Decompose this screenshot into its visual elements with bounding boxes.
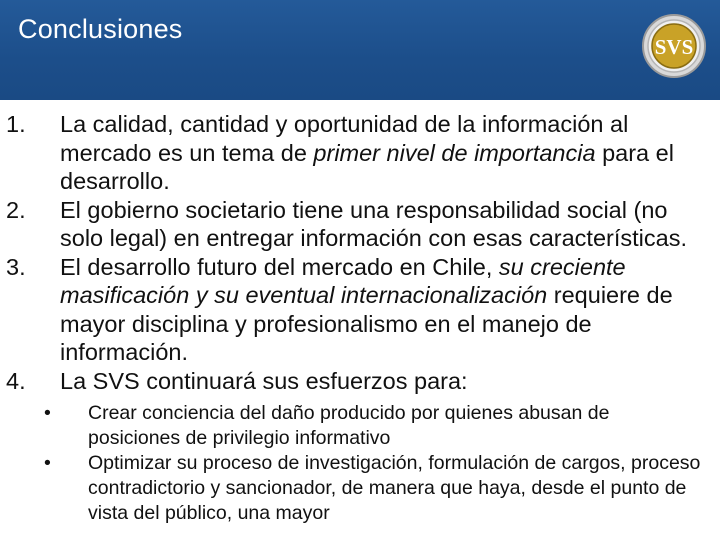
svs-logo-text: SVS: [654, 35, 694, 59]
item-text-part: requiere de mayor disciplina y profesionalismo en el manejo de información.: [60, 282, 673, 365]
bullet-icon: •: [44, 402, 51, 424]
item-text-part: para el desarrollo.: [60, 139, 674, 194]
numbered-item-1: [0, 110, 710, 196]
numbered-item-4: [0, 367, 710, 396]
numbered-item-2: [0, 196, 710, 253]
sub-bullet-text: Crear conciencia del daño producido por quienes abusan de posiciones de privilegio informativo: [88, 402, 610, 449]
item-text-emphasis: su creciente masificación y su eventual internacionalización: [60, 253, 626, 308]
slide-title: Conclusiones: [18, 14, 183, 44]
sub-bullet-item: [0, 401, 703, 451]
item-number: 2.: [6, 196, 26, 223]
item-text-part: La calidad, cantidad y oportunidad de la información al mercado es un tema de: [60, 111, 629, 166]
title-bar: [0, 0, 720, 100]
sub-bullet-text: Optimizar su proceso de investigación, formulación de cargos, proceso contradictorio y sancionador, de manera que haya, desde el punto de vista del público, una mayor: [88, 452, 701, 524]
item-number: 3.: [6, 253, 26, 280]
sub-bullet-item: [0, 451, 703, 526]
numbered-item-3: [0, 253, 710, 367]
item-text: El gobierno societario tiene una responsabilidad social (no solo legal) en entregar información con esas características.: [60, 196, 687, 251]
slide-body: [0, 110, 720, 526]
item-text-part: El desarrollo futuro del mercado en Chile,: [60, 253, 499, 280]
svs-logo-icon: [640, 12, 708, 80]
sub-bullet-list: [0, 401, 720, 526]
item-number: 1.: [6, 111, 26, 137]
bullet-icon: •: [44, 452, 51, 474]
item-text: La SVS continuará sus esfuerzos para:: [60, 367, 468, 394]
item-text-emphasis: primer nivel de importancia: [313, 139, 596, 166]
item-number: 4.: [6, 367, 26, 394]
